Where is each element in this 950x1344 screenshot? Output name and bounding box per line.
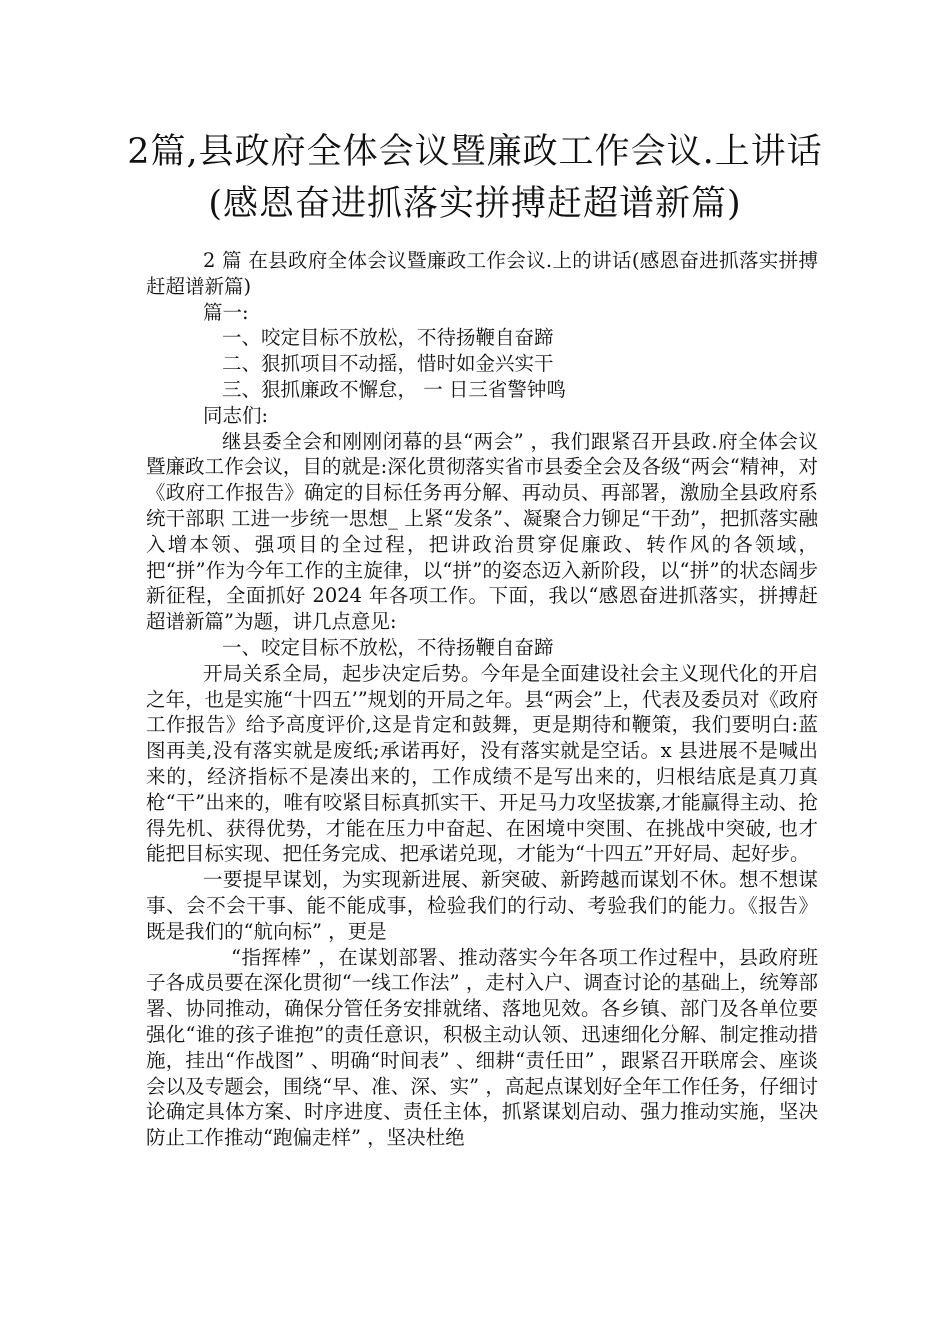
section-heading-1: 一、咬定目标不放松，不待扬鞭自奋蹄 [222,635,554,659]
part-label: 篇一: [203,300,249,324]
salutation: 同志们: [203,403,269,427]
document-title: 2篇,县政府全体会议暨廉政工作会议.上讲话(感恩奋进抓落实拼搏赶超谱新篇) [127,132,823,224]
paragraph-opening: 继县委全会和刚刚闭幕的县“两会” ，我们跟紧召开县政.府全体会议暨廉政工作会议，目的就是:深化贯彻落实省市县委全会及各级“两会“精神，对《政府工作报告》确定的目标任务再分解、再动员、再部署，激励全县政府系统干部职 工进一步统一思想_ 上紧“发条”、凝聚合力铆足“干劲”，把抓落实融入增本领、强项目的全过程，把讲政治贯穿促廉政、转作风的各领域，把“拼”作为今年工作的主旋律，以“拼”的姿态迈入新阶段，以“拼”的状态阔步新征程，全面抓好 2024 年各项工作。下面，我以“感恩奋进抓落实，拼搏赶超谱新篇”为题，讲几点意见: [146,429,818,634]
paragraph-point-1: 一要提早谋划，为实现新进展、新突破、新跨越而谋划不休。想不想谋事、会不会干事、能不能成事，检验我们的行动、考验我们的能力。《报告》既是我们的“航向标” ，更是 [146,868,818,943]
paragraph-section-1: 开局关系全局，起步决定后势。今年是全面建设社会主义现代化的开启之年，也是实施“十四五’”规划的开局之年。县“两会”上，代表及委员对《政府工作报告》给予高度评价,这是肯定和鼓舞，更是期待和鞭策，我们要明白:蓝图再美,没有落实就是废纸;承诺再好，没有落实就是空话。x 县进展不是喊出来的，经济指标不是凑出来的，工作成绩不是写出来的，归根结底是真刀真枪“干”出来的，唯有咬紧目标真抓实干、开足马力攻坚拔寨,才能赢得主动、抢得先机、获得优势，才能在压力中奋起、在困境中突围、在挑战中突破, 也才能把目标实现、把任务完成、把承诺兑现，才能为“十四五”开好局、起好步。 [146,661,818,866]
outline-item-2: 二、狠抓项目不动摇，惜时如金兴实干 [222,352,554,376]
outline-item-3: 三、狠抓廉政不懈怠， 一 日三省警钟鸣 [222,377,566,401]
document-body [146,248,818,1151]
paragraph-point-1-cont: “指挥棒” ，在谋划部署、推动落实今年各项工作过程中，县政府班子各成员要在深化贯彻“一线工作法” ，走村入户、调查讨论的基础上，统筹部署、协同推动，确保分管任务安排就绪、落地见效。各乡镇、部门及各单位要强化“谁的孩子谁抱”的责任意识，积极主动认领、迅速细化分解、制定推动措施，挂出“作战图” 、明确“时间表” 、细耕“责任田” ，跟紧召开联席会、座谈会以及专题会，围绕“早、准、深、实” ，高起点谋划好全年工作任务，仔细讨论确定具体方案、时序进度、责任主体，抓紧谋划启动、强力推动实施，坚决防止工作推动“跑偏走样” ，坚决杜绝 [146,945,818,1150]
outline-item-1: 一、咬定目标不放松，不待扬鞭自奋蹄 [222,326,554,350]
intro-line: 2 篇 在县政府全体会议暨廉政工作会议.上的讲话(感恩奋进抓落实拼搏赶超谱新篇) [146,249,818,298]
